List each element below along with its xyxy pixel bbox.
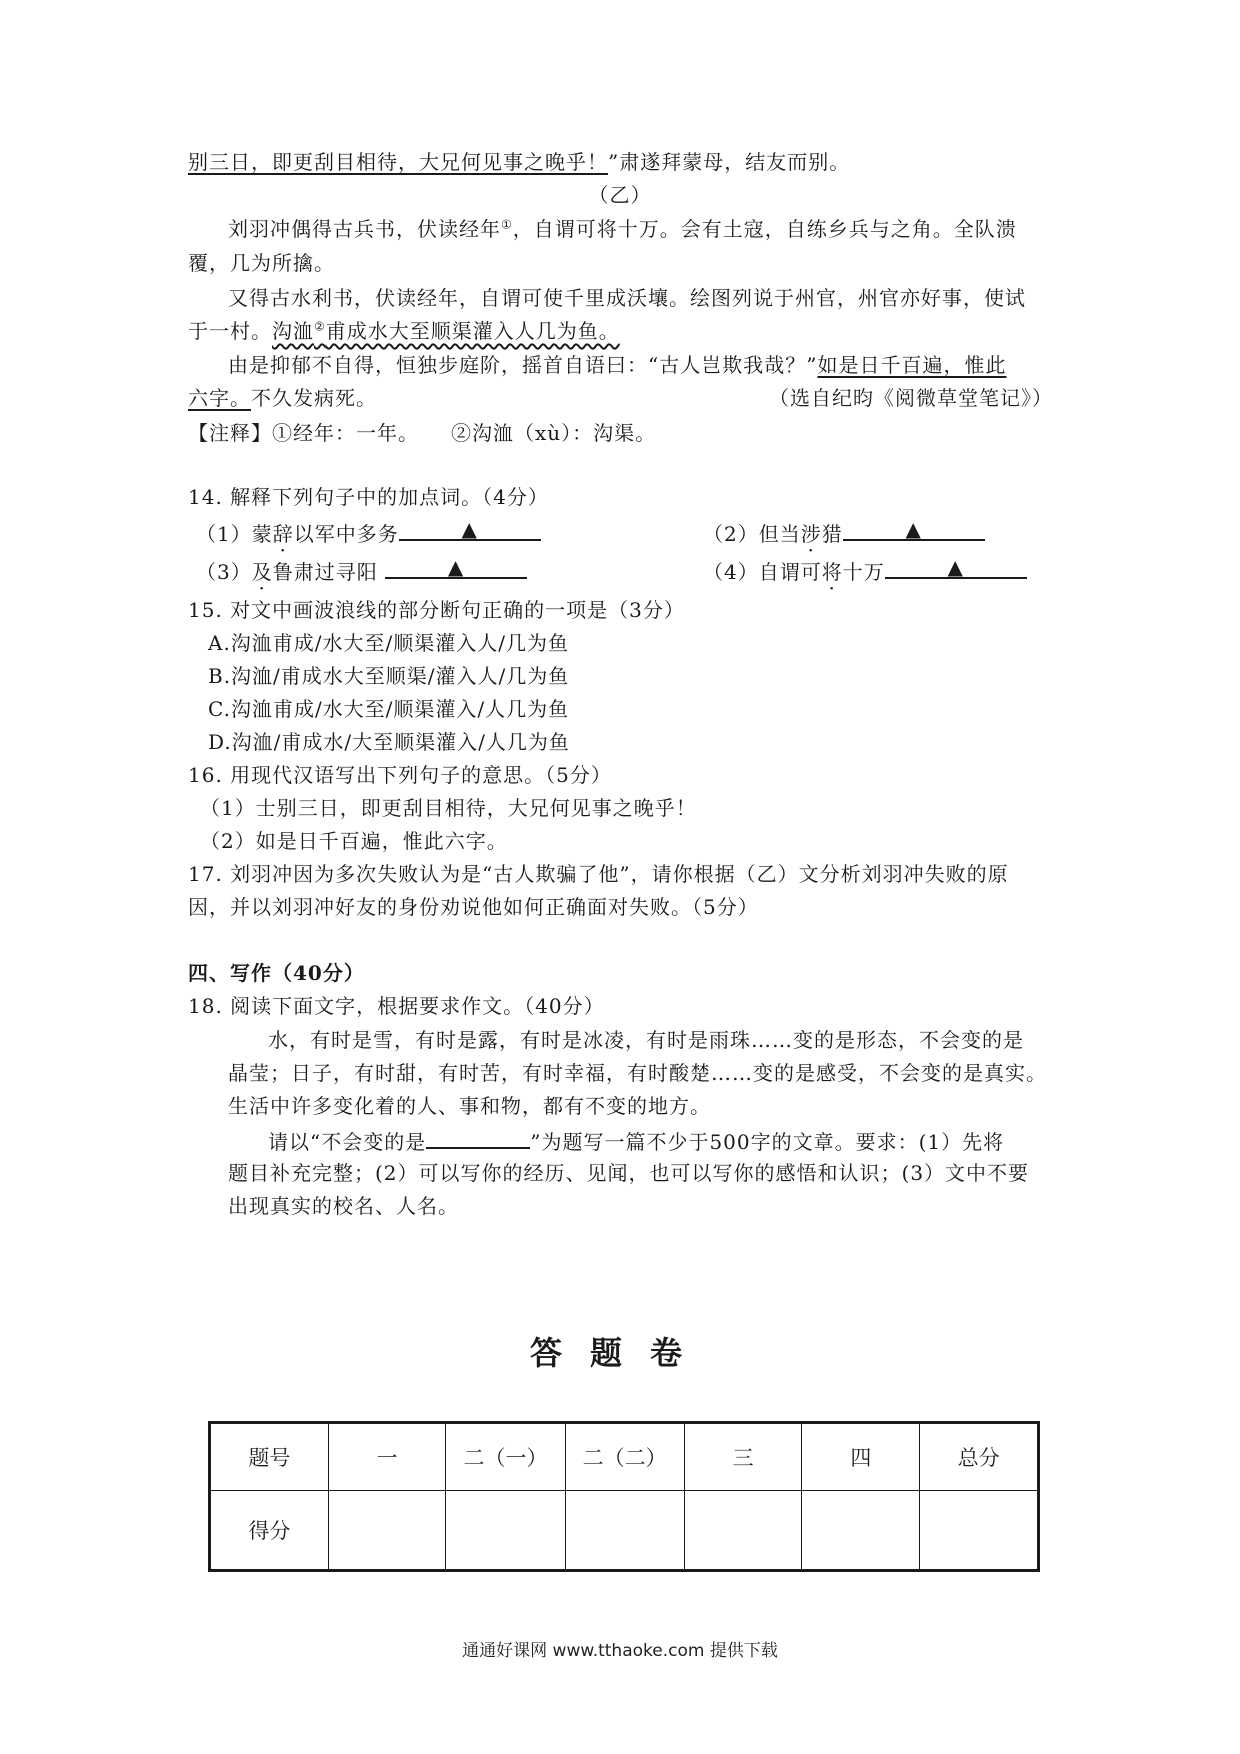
- passage-p2-line-1: 又得古水利书，伏读经年，自谓可使千里成沃壤。绘图列说于州官，州官亦好事，使试: [228, 286, 1026, 310]
- note-marker-1: ①: [501, 217, 513, 232]
- answer-blank[interactable]: [843, 517, 985, 541]
- question-17-line-2: 因，并以刘羽冲好友的身份劝说他如何正确面对失败。（5分）: [188, 895, 759, 919]
- question-18: 18. 阅读下面文字，根据要求作文。（40分）: [188, 994, 605, 1018]
- underlined-sentence: 别三日，即更刮目相待，大兄何见事之晚乎！: [188, 150, 608, 174]
- score-row-label: 得分: [210, 1491, 329, 1571]
- writing-para-2-line-2: 题目补充完整；(2）可以写你的经历、见闻，也可以写你的感悟和认识；(3）文中不要: [228, 1161, 1030, 1185]
- score-table-header-row: [210, 1423, 1039, 1491]
- question-15: 15. 对文中画波浪线的部分断句正确的一项是（3分）: [188, 598, 685, 622]
- question-17-line-1: 17. 刘羽冲因为多次失败认为是“古人欺骗了他”，请你根据（乙）文分析刘羽冲失败的原: [188, 862, 1009, 886]
- writing-para-1-line-1: 水，有时是雪，有时是露，有时是冰凌，有时是雨珠……变的是形态，不会变的是: [268, 1028, 1024, 1052]
- table-header-cell: 总分: [920, 1423, 1039, 1491]
- writing-para-2-line-3: 出现真实的校名、人名。: [228, 1194, 459, 1218]
- answer-sheet-title: 答题卷: [529, 1334, 710, 1372]
- passage-p3-line-1: 由是抑郁不自得，恒独步庭阶，摇首自语曰：“古人岂欺我哉？”如是日千百遍，惟此: [228, 353, 1007, 377]
- score-cell[interactable]: [565, 1491, 684, 1571]
- triangle-icon: ▲: [461, 517, 478, 541]
- triangle-icon: ▲: [905, 517, 922, 541]
- table-header-cell: 题号: [210, 1423, 329, 1491]
- table-header-cell: 四: [802, 1423, 920, 1491]
- score-cell[interactable]: [920, 1491, 1039, 1571]
- writing-para-1-line-2: 晶莹；日子，有时甜，有时苦，有时幸福，有时酸楚……变的是感受，不会变的是真实。: [228, 1061, 1047, 1085]
- table-header-cell: 三: [684, 1423, 802, 1491]
- answer-blank[interactable]: [385, 555, 527, 579]
- underlined-phrase: 如是日千百遍，惟此: [817, 353, 1007, 377]
- score-table: [208, 1421, 1040, 1572]
- question-14: 14. 解释下列句子中的加点词。（4分）: [188, 485, 549, 509]
- q14-item-2: （2）但当涉猎 ▲: [703, 517, 985, 549]
- passage-p1-line-1: 刘羽冲偶得古兵书，伏读经年①，自谓可将十万。会有土寇，自练乡兵与之角。全队溃: [228, 217, 1017, 241]
- writing-para-2-line-1: 请以“不会变的是 ”为题写一篇不少于500字的文章。要求：(1）先将: [268, 1125, 1004, 1157]
- score-cell[interactable]: [684, 1491, 802, 1571]
- q16-item-1: （1）士别三日，即更刮目相待，大兄何见事之晚乎！: [200, 796, 697, 820]
- table-header-cell: 二（二）: [565, 1423, 684, 1491]
- answer-blank[interactable]: [885, 555, 1027, 579]
- passage-p2-line-2: 于一村。沟洫②甫成水大至顺渠灌入人几为鱼。: [188, 319, 620, 343]
- writing-para-1-line-3: 生活中许多变化着的人、事和物，都有不变的地方。: [228, 1094, 711, 1118]
- yi-heading: （乙）: [588, 183, 652, 207]
- passage-p3-line-2: 六字。不久发病死。 （选自纪昀《阅微草堂笔记》）: [188, 383, 1053, 413]
- q15-option-b[interactable]: B.沟洫/甫成水大至顺渠/灌入人/几为鱼: [208, 664, 570, 688]
- q14-item-1: （1）蒙辞以军中多务 ▲: [196, 517, 541, 549]
- score-table-score-row: [210, 1491, 1039, 1571]
- annotation-notes: 【注释】①经年：一年。 ②沟洫（xù）：沟渠。: [188, 421, 657, 445]
- score-cell[interactable]: [328, 1491, 446, 1571]
- q14-item-3: （3）及鲁肃过寻阳 ▲: [196, 555, 527, 587]
- q15-option-c[interactable]: C.沟洫甫成/水大至/顺渠灌入/人几为鱼: [208, 697, 570, 721]
- table-header-cell: 二（一）: [446, 1423, 565, 1491]
- question-16: 16. 用现代汉语写出下列句子的意思。（5分）: [188, 763, 612, 787]
- source-citation: （选自纪昀《阅微草堂笔记》）: [769, 386, 1053, 410]
- q15-option-a[interactable]: A.沟洫甫成/水大至/顺渠灌入人/几为鱼: [208, 631, 570, 655]
- score-cell[interactable]: [802, 1491, 920, 1571]
- answer-blank[interactable]: [399, 517, 541, 541]
- footer-credit: 通通好课网 www.tthaoke.com 提供下载: [462, 1641, 778, 1661]
- table-header-cell: 一: [328, 1423, 446, 1491]
- triangle-icon: ▲: [947, 555, 964, 579]
- passage-p1-line-2: 覆，几为所擒。: [188, 251, 335, 275]
- score-cell[interactable]: [446, 1491, 565, 1571]
- wavy-underlined-sentence: 沟洫②甫成水大至顺渠灌入人几为鱼。: [272, 319, 620, 343]
- q16-item-2: （2）如是日千百遍，惟此六字。: [200, 829, 508, 853]
- title-blank[interactable]: [426, 1125, 530, 1149]
- q14-item-4: （4）自谓可将十万 ▲: [703, 555, 1027, 587]
- triangle-icon: ▲: [447, 555, 465, 579]
- q15-option-d[interactable]: D.沟洫/甫成水/大至顺渠灌入/人几为鱼: [208, 730, 570, 754]
- note-marker-2: ②: [314, 319, 326, 334]
- writing-section-title: 四、写作（40分）: [188, 961, 365, 985]
- passage-line-1: 别三日，即更刮目相待，大兄何见事之晚乎！”肃遂拜蒙母，结友而别。: [188, 150, 851, 174]
